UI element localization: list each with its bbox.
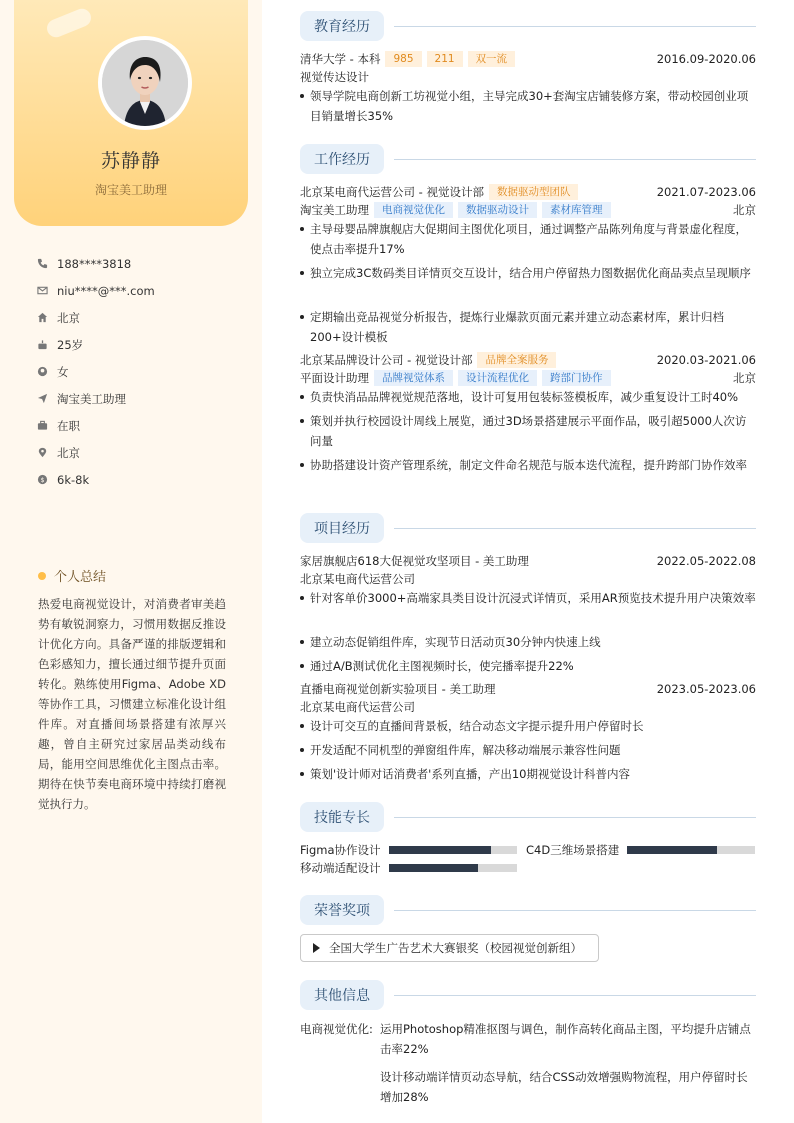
section-divider xyxy=(394,995,756,996)
target-city-text: 北京 xyxy=(57,445,80,460)
email-text: niu****@***.com xyxy=(57,283,155,298)
other-section-title: 其他信息 xyxy=(300,980,384,1010)
skill-bar-fill xyxy=(389,864,479,872)
skill-bar xyxy=(627,846,755,854)
skill-item xyxy=(300,841,517,859)
job-position: 淘宝美工助理 xyxy=(300,203,369,217)
info-item-target-city xyxy=(36,439,236,466)
decorative-pill xyxy=(44,6,93,40)
education-section-header xyxy=(300,11,756,41)
project-date: 2022.05-2022.08 xyxy=(656,554,756,568)
skill-bar-fill xyxy=(627,846,717,854)
job-company: 北京某品牌设计公司 - 视觉设计部 xyxy=(300,353,473,367)
other-label: 电商视觉优化: xyxy=(300,1022,373,1036)
other-paragraph: 运用Photoshop精准抠图与调色，制作高转化商品主图，平均提升店铺点击率22% xyxy=(380,1022,751,1056)
section-divider xyxy=(394,910,756,911)
gender-text: 女 xyxy=(57,364,69,379)
school-tag: 985 xyxy=(385,51,421,67)
project-name: 家居旗舰店618大促视觉攻坚项目 - 美工助理 xyxy=(300,554,529,568)
school-name: 清华大学 - 本科 xyxy=(300,52,381,66)
other-section-header xyxy=(300,980,756,1010)
briefcase-icon xyxy=(36,420,48,432)
skill-bar-fill xyxy=(389,846,491,854)
project-bullet: 建立动态促销组件库，实现节日活动页30分钟内快速上线 xyxy=(300,632,756,652)
job-bullet: 策划并执行校园设计周线上展览，通过3D场景搭建展示平面作品，吸引超5000人次访问量 xyxy=(300,411,756,451)
skill-item xyxy=(300,859,517,877)
skill-name: C4D三维场景搭建 xyxy=(526,843,620,857)
skill-bar xyxy=(389,864,517,872)
project-bullet: 开发适配不同机型的弹窗组件库，解决移动端展示兼容性问题 xyxy=(300,740,756,760)
sidebar xyxy=(0,0,262,1123)
award-text: 全国大学生广告艺术大赛银奖（校园视觉创新组） xyxy=(329,941,582,955)
awards-section-title: 荣誉奖项 xyxy=(300,895,384,925)
skill-name: 移动端适配设计 xyxy=(300,861,381,875)
project-bullet: 策划'设计师对话消费者'系列直播，产出10期视觉设计科普内容 xyxy=(300,764,756,784)
info-item-phone xyxy=(36,250,236,277)
job-company-row xyxy=(300,183,756,201)
skill-tag: 跨部门协作 xyxy=(542,370,611,386)
svg-text:$: $ xyxy=(39,475,45,484)
summary-text: 热爱电商视觉设计，对消费者审美趋势有敏锐洞察力，习惯用数据反推设计优化方向。具备严谨的排版逻辑和色彩感知力，擅长通过细节提升页面转化。熟练使用Figma、Adobe XD等协作工具，习惯建立标准化设计组件库。对直播间场景搭建有浓厚兴趣，曾自主研究过家居品类动线布局，能用空间思维优化主图点击率。期待在快节奏电商环境中持续打磨视觉执行力。 xyxy=(38,597,226,811)
education-row xyxy=(300,50,756,68)
projects-section-header xyxy=(300,513,756,543)
summary-heading xyxy=(38,566,106,585)
project-org: 北京某电商代运营公司 xyxy=(300,572,415,586)
candidate-role: 淘宝美工助理 xyxy=(94,183,167,197)
summary-heading-text: 个人总结 xyxy=(54,570,107,585)
skill-tag: 设计流程优化 xyxy=(458,370,537,386)
education-bullet: 领导学院电商创新工坊视觉小组，主导完成30+套淘宝店铺装修方案，带动校园创业项目销量增长35% xyxy=(300,86,756,126)
job-date: 2020.03-2021.06 xyxy=(656,353,756,367)
hometown-text: 北京 xyxy=(57,310,80,325)
section-divider xyxy=(394,159,756,160)
job-city: 北京 xyxy=(733,203,756,217)
project-name: 直播电商视觉创新实验项目 - 美工助理 xyxy=(300,682,496,696)
skill-tag: 数据驱动设计 xyxy=(458,202,537,218)
team-tag: 品牌全案服务 xyxy=(477,352,556,368)
cake-icon xyxy=(36,339,48,351)
job-position-row xyxy=(300,369,756,387)
job-bullet: 独立完成3C数码类目详情页交互设计，结合用户停留热力图数据优化商品卖点呈现顺序 xyxy=(300,263,756,283)
project-row xyxy=(300,680,756,698)
info-item-status xyxy=(36,412,236,439)
job-position-row xyxy=(300,201,756,219)
work-section-title: 工作经历 xyxy=(300,144,384,174)
play-triangle-icon xyxy=(313,943,320,953)
location-pin-icon xyxy=(36,447,48,459)
avatar xyxy=(102,40,188,126)
section-divider xyxy=(394,817,756,818)
send-icon xyxy=(36,393,48,405)
other-paragraph: 设计移动端详情页动态导航，结合CSS动效增强购物流程，用户停留时长增加28% xyxy=(380,1070,748,1104)
status-text: 在职 xyxy=(57,418,80,433)
info-item-salary xyxy=(36,466,236,493)
avatar-photo xyxy=(102,40,188,126)
candidate-name: 苏静静 xyxy=(100,150,161,172)
project-row xyxy=(300,552,756,570)
skill-item xyxy=(526,841,755,859)
project-bullet: 针对客单价3000+高端家具类目设计沉浸式详情页，采用AR预览技术提升用户决策效率 xyxy=(300,588,756,608)
age-text: 25岁 xyxy=(57,337,84,352)
project-bullet: 通过A/B测试优化主图视频时长，使完播率提升22% xyxy=(300,656,756,676)
info-item-gender xyxy=(36,358,236,385)
avatar-ring xyxy=(98,36,192,130)
work-section-header xyxy=(300,144,756,174)
school-tag: 双一流 xyxy=(468,51,516,67)
projects-section-title: 项目经历 xyxy=(300,513,384,543)
job-bullet: 主导母婴品牌旗舰店大促期间主图优化项目，通过调整产品陈列角度与背景虚化程度，使点击率提升17% xyxy=(300,219,756,259)
skill-name: Figma协作设计 xyxy=(300,843,381,857)
contact-info-list xyxy=(36,250,236,493)
job-city: 北京 xyxy=(733,371,756,385)
skills-section-title: 技能专长 xyxy=(300,802,384,832)
skills-section-header xyxy=(300,802,756,832)
awards-section-header xyxy=(300,895,756,925)
section-divider xyxy=(394,26,756,27)
skill-bar xyxy=(389,846,517,854)
education-date: 2016.09-2020.06 xyxy=(656,52,756,66)
award-item xyxy=(300,934,599,962)
job-date: 2021.07-2023.06 xyxy=(656,185,756,199)
project-bullet: 设计可交互的直播间背景板，结合动态文字提示提升用户停留时长 xyxy=(300,716,756,736)
info-item-target-role xyxy=(36,385,236,412)
summary-dot xyxy=(38,572,46,580)
phone-icon xyxy=(36,258,48,270)
home-icon xyxy=(36,312,48,324)
project-date: 2023.05-2023.06 xyxy=(656,682,756,696)
target-role-text: 淘宝美工助理 xyxy=(57,391,126,406)
info-item-email xyxy=(36,277,236,304)
job-bullet: 协助搭建设计资产管理系统，制定文件命名规范与版本迭代流程，提升跨部门协作效率 xyxy=(300,455,756,475)
job-bullet: 负责快消品品牌视觉规范落地，设计可复用包装标签模板库，减少重复设计工时40% xyxy=(300,387,756,407)
school-tag: 211 xyxy=(427,51,463,67)
job-company-row xyxy=(300,351,756,369)
skill-tag: 品牌视觉体系 xyxy=(374,370,453,386)
job-position: 平面设计助理 xyxy=(300,371,369,385)
project-org: 北京某电商代运营公司 xyxy=(300,700,415,714)
salary-text: 6k-8k xyxy=(57,472,90,487)
skill-tag: 素材库管理 xyxy=(542,202,611,218)
phone-text: 188****3818 xyxy=(57,256,132,271)
info-item-hometown xyxy=(36,304,236,331)
info-item-age xyxy=(36,331,236,358)
education-major: 视觉传达设计 xyxy=(300,70,369,84)
section-divider xyxy=(394,528,756,529)
team-tag: 数据驱动型团队 xyxy=(489,184,579,200)
education-section-title: 教育经历 xyxy=(300,11,384,41)
job-bullet: 定期输出竞品视觉分析报告，提炼行业爆款页面元素并建立动态素材库，累计归档200+设计模板 xyxy=(300,307,756,347)
gender-icon xyxy=(36,366,48,378)
mail-icon xyxy=(36,285,48,297)
job-company: 北京某电商代运营公司 - 视觉设计部 xyxy=(300,185,484,199)
skill-tag: 电商视觉优化 xyxy=(374,202,453,218)
salary-icon xyxy=(36,474,48,486)
